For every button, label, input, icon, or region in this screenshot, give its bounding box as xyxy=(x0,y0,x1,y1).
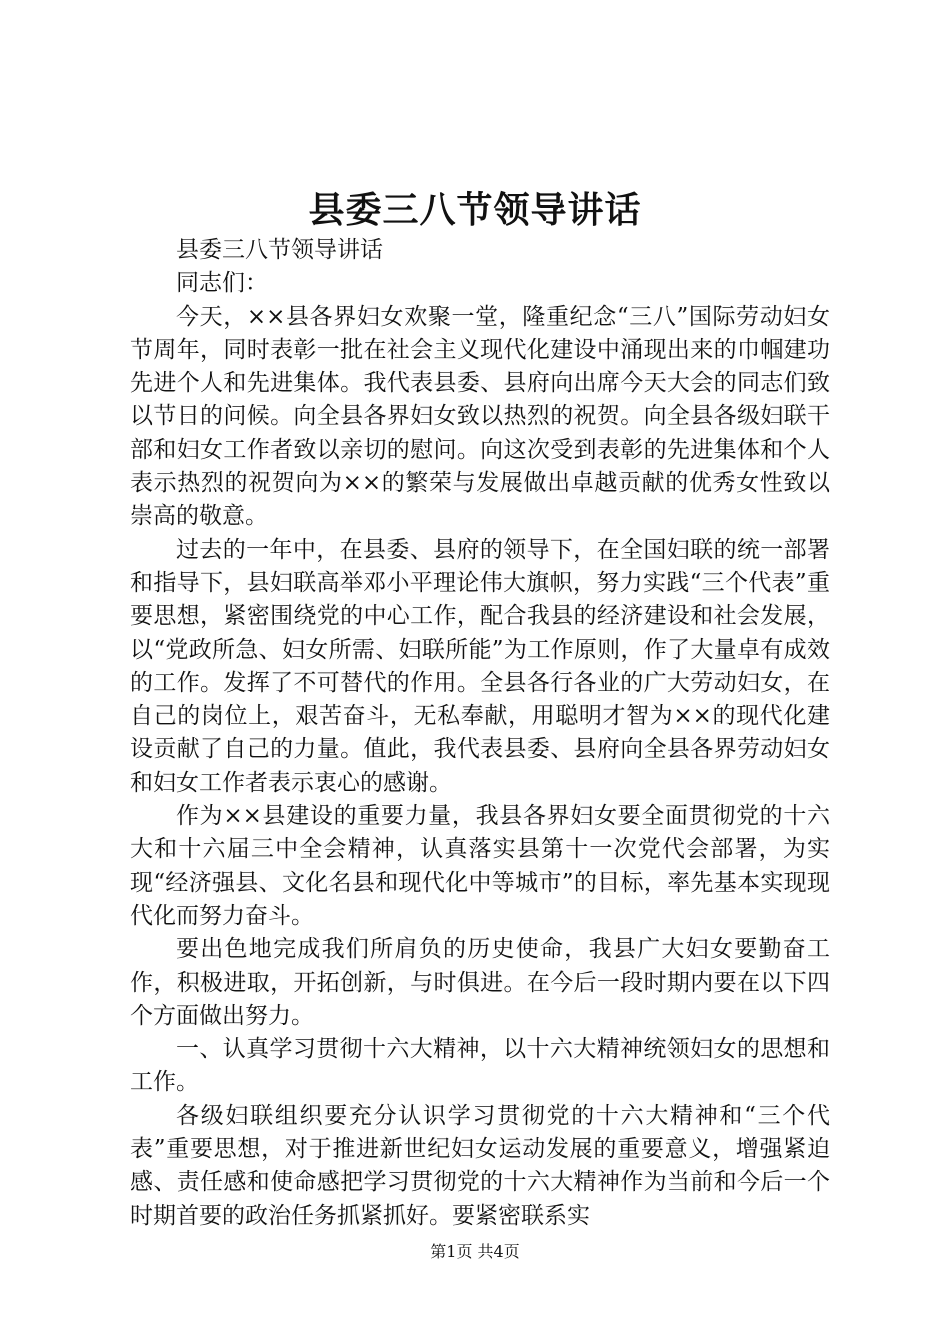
page-title: 县委三八节领导讲话 xyxy=(308,189,642,231)
body-paragraph: 今天，××县各界妇女欢聚一堂，隆重纪念“三八”国际劳动妇女节周年，同时表彰一批在社会主义现代化建设中涌现出来的巾帼建功先进个人和先进集体。我代表县委、县府向出席今天大会的同志们致以节日的问候。向全县各界妇女致以热烈的祝贺。向全县各级妇联干部和妇女工作者致以亲切的慰问。向这次受到表彰的先进集体和个人表示热烈的祝贺向为××的繁荣与发展做出卓越贡献的优秀女性致以崇高的敬意。 xyxy=(130,303,830,530)
subtitle-paragraph: 县委三八节领导讲话 xyxy=(176,237,383,263)
body-paragraph: 过去的一年中，在县委、县府的领导下，在全国妇联的统一部署和指导下，县妇联高举邓小平理论伟大旗帜，努力实践“三个代表”重要思想，紧密围绕党的中心工作，配合我县的经济建设和社会发展，以“党政所急、妇女所需、妇联所能”为工作原则，作了大量卓有成效的工作。发挥了不可替代的作用。全县各行各业的广大劳动妇女，在自己的岗位上，艰苦奋斗，无私奉献，用聪明才智为××的现代化建设贡献了自己的力量。值此，我代表县委、县府向全县各界劳动妇女和妇女工作者表示衷心的感谢。 xyxy=(130,536,830,796)
body-paragraph: 要出色地完成我们所肩负的历史使命，我县广大妇女要勤奋工作，积极进取，开拓创新，与时俱进。在今后一段时期内要在以下四个方面做出努力。 xyxy=(130,936,830,1029)
page-footer: 第1页 共4页 xyxy=(430,1242,520,1261)
body-paragraph: 作为××县建设的重要力量，我县各界妇女要全面贯彻党的十六大和十六届三中全会精神，认真落实县第十一次党代会部署，为实现“经济强县、文化名县和现代化中等城市”的目标，率先基本实现现代化而努力奋斗。 xyxy=(130,803,830,929)
body-paragraph: 各级妇联组织要充分认识学习贯彻党的十六大精神和“三个代表”重要思想，对于推进新世纪妇女运动发展的重要意义，增强紧迫感、责任感和使命感把学习贯彻党的十六大精神作为当前和今后一个时期首要的政治任务抓紧抓好。要紧密联系实 xyxy=(130,1102,830,1229)
salutation-paragraph: 同志们： xyxy=(176,270,268,297)
section-heading-paragraph: 一、认真学习贯彻十六大精神，以十六大精神统领妇女的思想和工作。 xyxy=(130,1036,830,1096)
document-body xyxy=(130,234,830,1233)
